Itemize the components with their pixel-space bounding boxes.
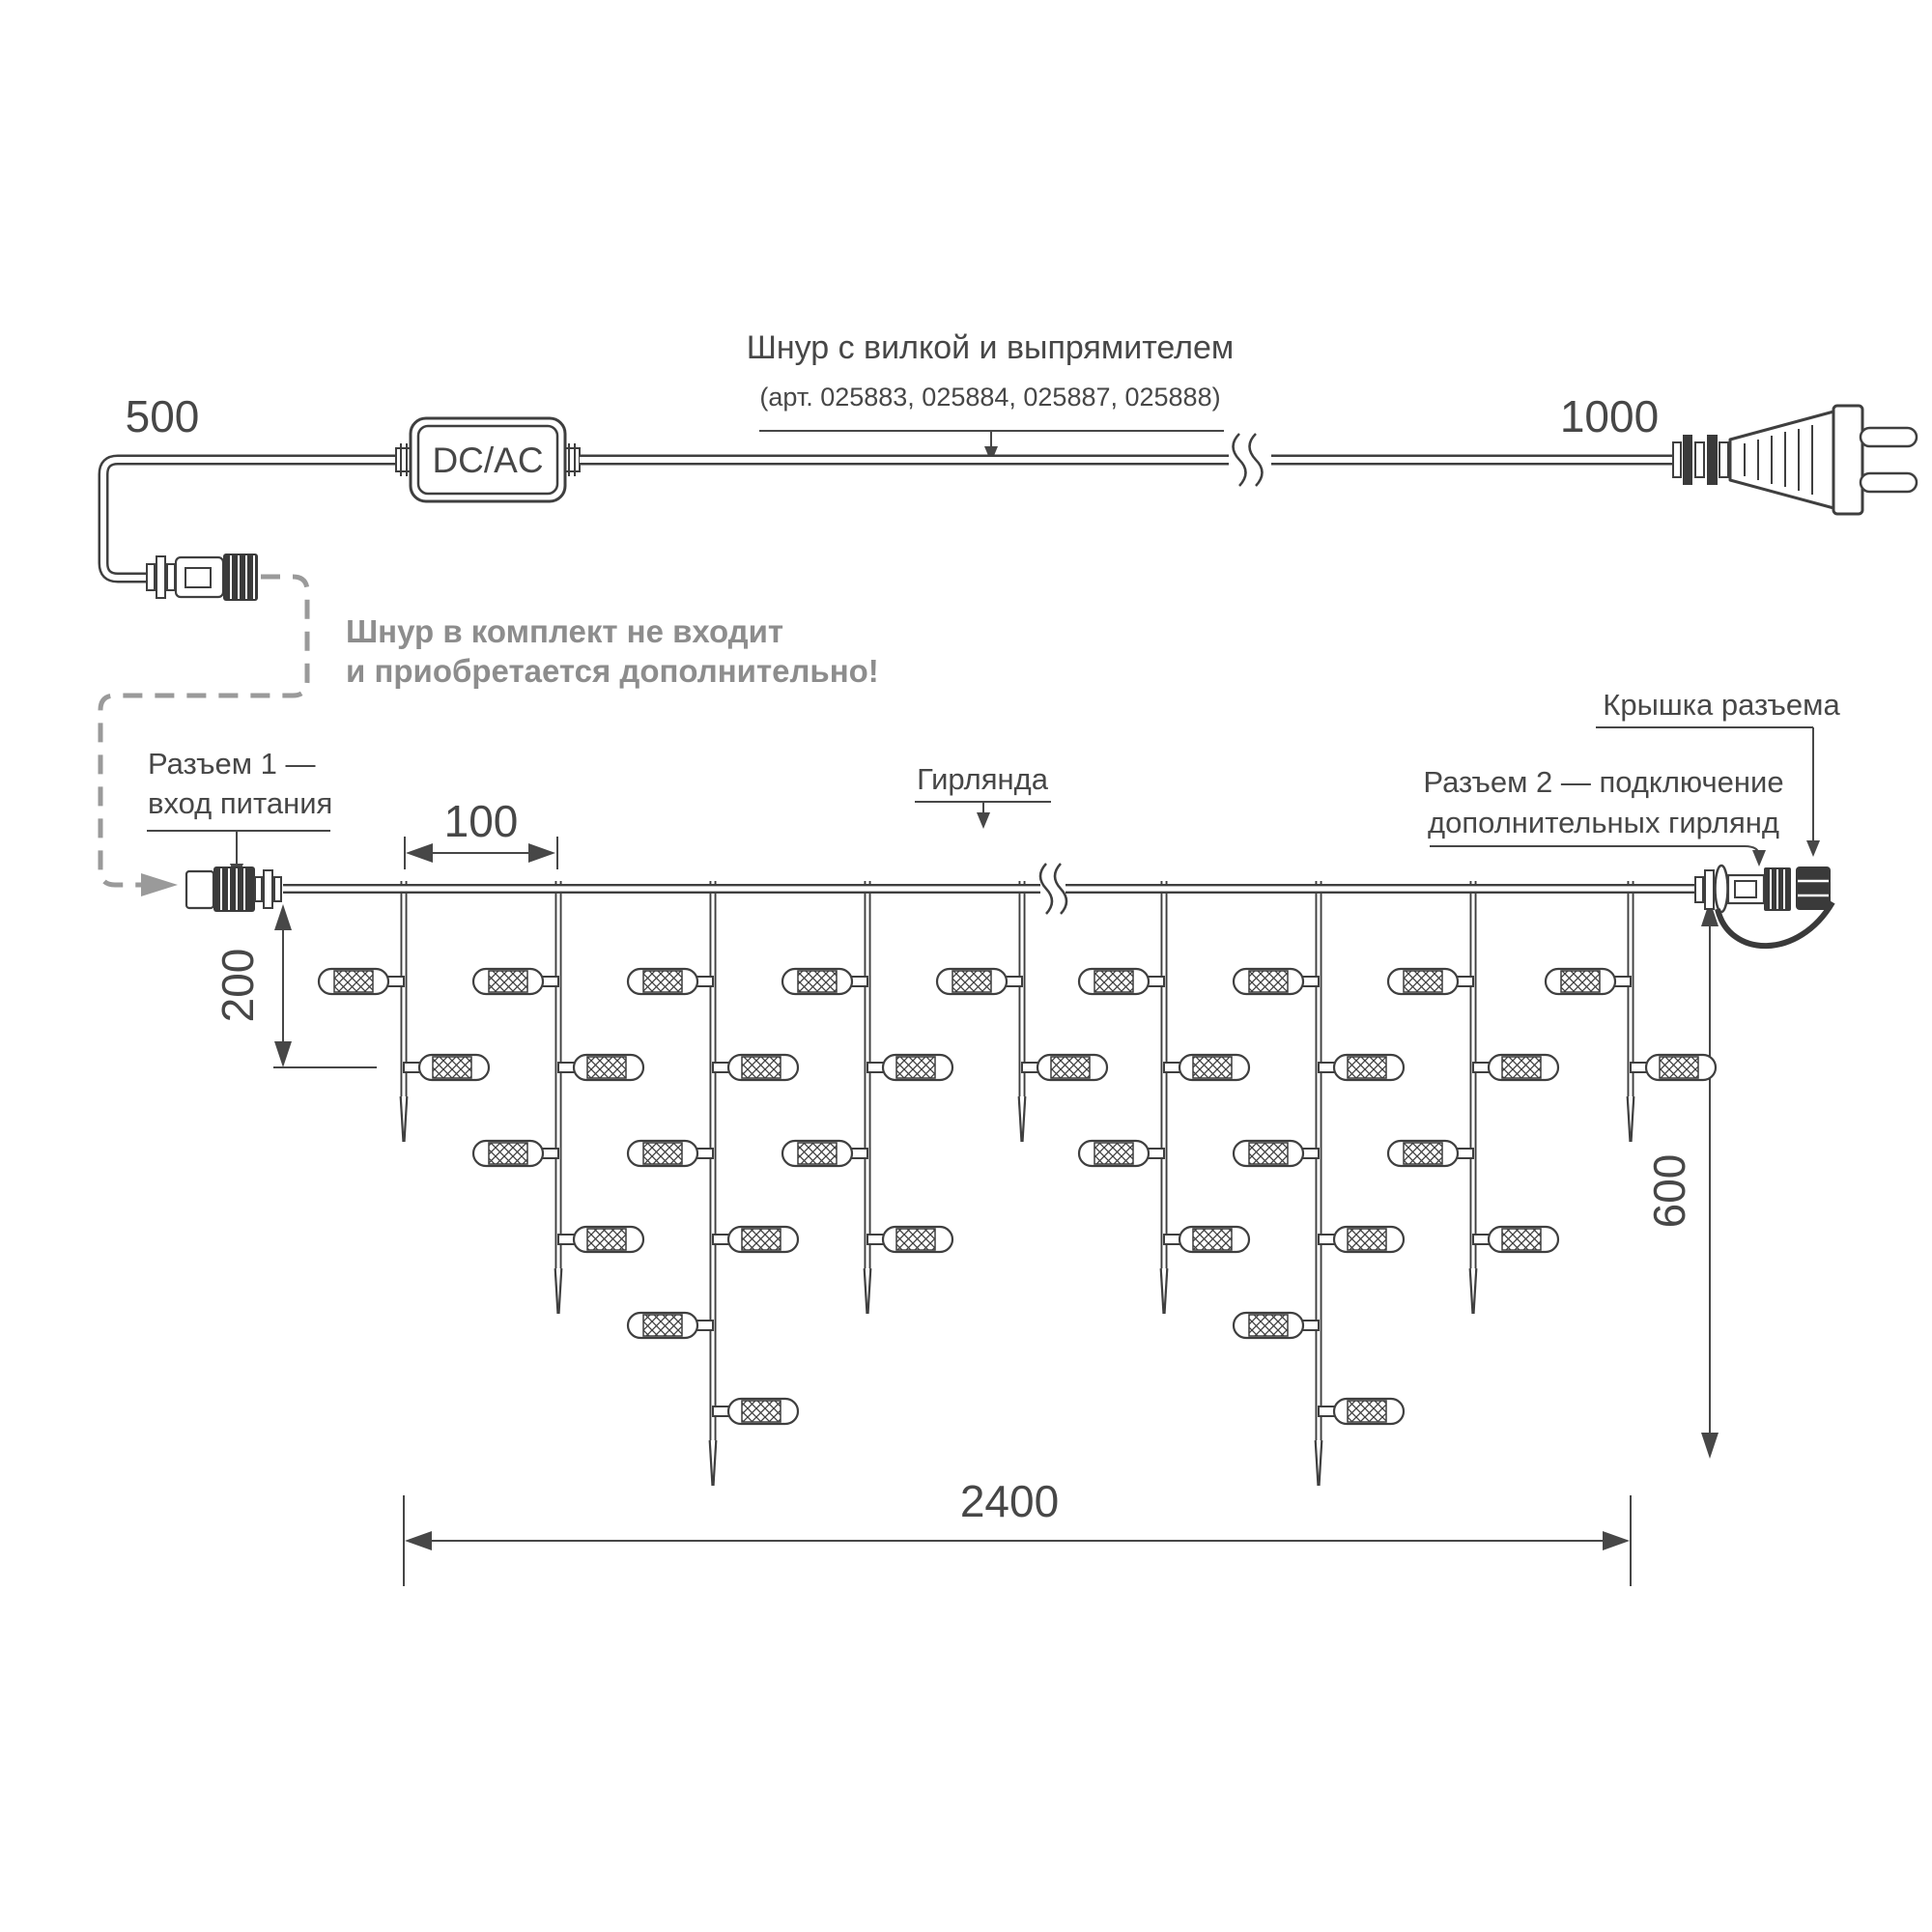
led-bulb	[867, 1055, 952, 1080]
note-line2: и приобретается дополнительно!	[346, 653, 879, 689]
dim-arrow-icon	[274, 1041, 292, 1067]
plug-pin	[1861, 473, 1917, 492]
garland-drop	[782, 881, 952, 1314]
led-bulb	[782, 1141, 867, 1166]
led-bulb	[473, 969, 558, 994]
plug-pin	[1861, 428, 1917, 446]
led-bulb	[713, 1227, 798, 1252]
led-bulb	[1388, 969, 1473, 994]
dim-arrow-icon	[406, 843, 433, 863]
dim-1000-label: 1000	[1559, 391, 1660, 441]
garland-drop	[319, 881, 489, 1142]
led-bulb	[319, 969, 404, 994]
led-bulb	[937, 969, 1022, 994]
cord-right	[580, 434, 1675, 486]
led-bulb	[1319, 1227, 1404, 1252]
dim-arrow-icon	[528, 843, 555, 863]
garland-drop	[628, 881, 798, 1486]
led-bulb	[1234, 1313, 1319, 1338]
dim-100-label: 100	[443, 796, 519, 846]
cord-connector-cap	[223, 554, 258, 601]
led-bulb	[867, 1227, 952, 1252]
led-bulb	[713, 1055, 798, 1080]
converter-label: DC/AC	[432, 440, 544, 480]
dim-2400-label: 2400	[959, 1476, 1060, 1526]
led-bulb	[628, 1141, 713, 1166]
dashed-arrow-icon	[141, 873, 178, 896]
dc-ac-converter	[396, 418, 580, 501]
dashed-connection-path	[100, 577, 307, 885]
cord-end-connector	[147, 554, 258, 601]
garland-drop	[1546, 881, 1716, 1142]
led-bulb	[1234, 969, 1319, 994]
mains-plug	[1673, 406, 1917, 514]
led-bulb	[782, 969, 867, 994]
cord-label-line1: Шнур с вилкой и выпрямителем	[746, 329, 1235, 366]
led-bulb	[1546, 969, 1631, 994]
cord-label-line2: (арт. 025883, 025884, 025887, 025888)	[759, 383, 1221, 412]
led-bulb	[1079, 969, 1164, 994]
garland-input-connector	[186, 867, 281, 912]
garland-drops	[319, 881, 1716, 1486]
garland-drop	[937, 881, 1107, 1142]
led-bulb	[1022, 1055, 1107, 1080]
connector2-label-line1: Разъем 2 — подключение	[1423, 765, 1784, 799]
led-bulb	[1631, 1055, 1716, 1080]
connector-ring	[1716, 866, 1728, 912]
dim-200-label: 200	[213, 948, 263, 1023]
garland-drop	[1079, 881, 1249, 1314]
led-bulb	[1473, 1227, 1558, 1252]
cap-label: Крышка разъема	[1603, 688, 1840, 722]
led-bulb	[1319, 1055, 1404, 1080]
connector1-label-line2: вход питания	[148, 786, 333, 820]
connector-cap	[1796, 867, 1831, 910]
wire-break-icon	[1040, 864, 1052, 914]
cord-break-icon	[1234, 434, 1246, 486]
led-bulb	[628, 969, 713, 994]
led-bulb	[1234, 1141, 1319, 1166]
garland-output-connector	[1695, 866, 1833, 946]
led-bulb	[558, 1227, 643, 1252]
led-bulb	[558, 1055, 643, 1080]
cap-arrow-icon	[1806, 840, 1820, 857]
led-bulb	[1164, 1055, 1249, 1080]
dim-arrow-icon	[1701, 1433, 1719, 1459]
led-bulb	[1319, 1399, 1404, 1424]
led-bulb	[1079, 1141, 1164, 1166]
connector1-label-line1: Разъем 1 —	[148, 747, 316, 781]
led-bulb	[1388, 1141, 1473, 1166]
dim-500-label: 500	[125, 391, 200, 441]
garland-label: Гирлянда	[917, 762, 1048, 796]
dim-arrow-icon	[405, 1531, 432, 1550]
led-bulb	[628, 1313, 713, 1338]
dim-arrow-icon	[274, 904, 292, 930]
garland-wire	[283, 864, 1698, 914]
dim-600-label: 600	[1644, 1153, 1694, 1229]
garland-drop	[1234, 881, 1404, 1486]
led-bulb	[713, 1399, 798, 1424]
annotations	[147, 688, 1840, 1586]
garland-arrow-icon	[977, 812, 990, 829]
garland-drop	[473, 881, 643, 1314]
led-bulb	[1164, 1227, 1249, 1252]
dim-arrow-icon	[1603, 1531, 1630, 1550]
connector2-label-line2: дополнительных гирлянд	[1428, 806, 1779, 839]
garland-drop	[1388, 881, 1558, 1314]
led-bulb	[404, 1055, 489, 1080]
note-line1: Шнур в комплект не входит	[346, 613, 784, 649]
led-bulb	[473, 1141, 558, 1166]
led-bulb	[1473, 1055, 1558, 1080]
connector2-arrow-icon	[1752, 850, 1766, 867]
